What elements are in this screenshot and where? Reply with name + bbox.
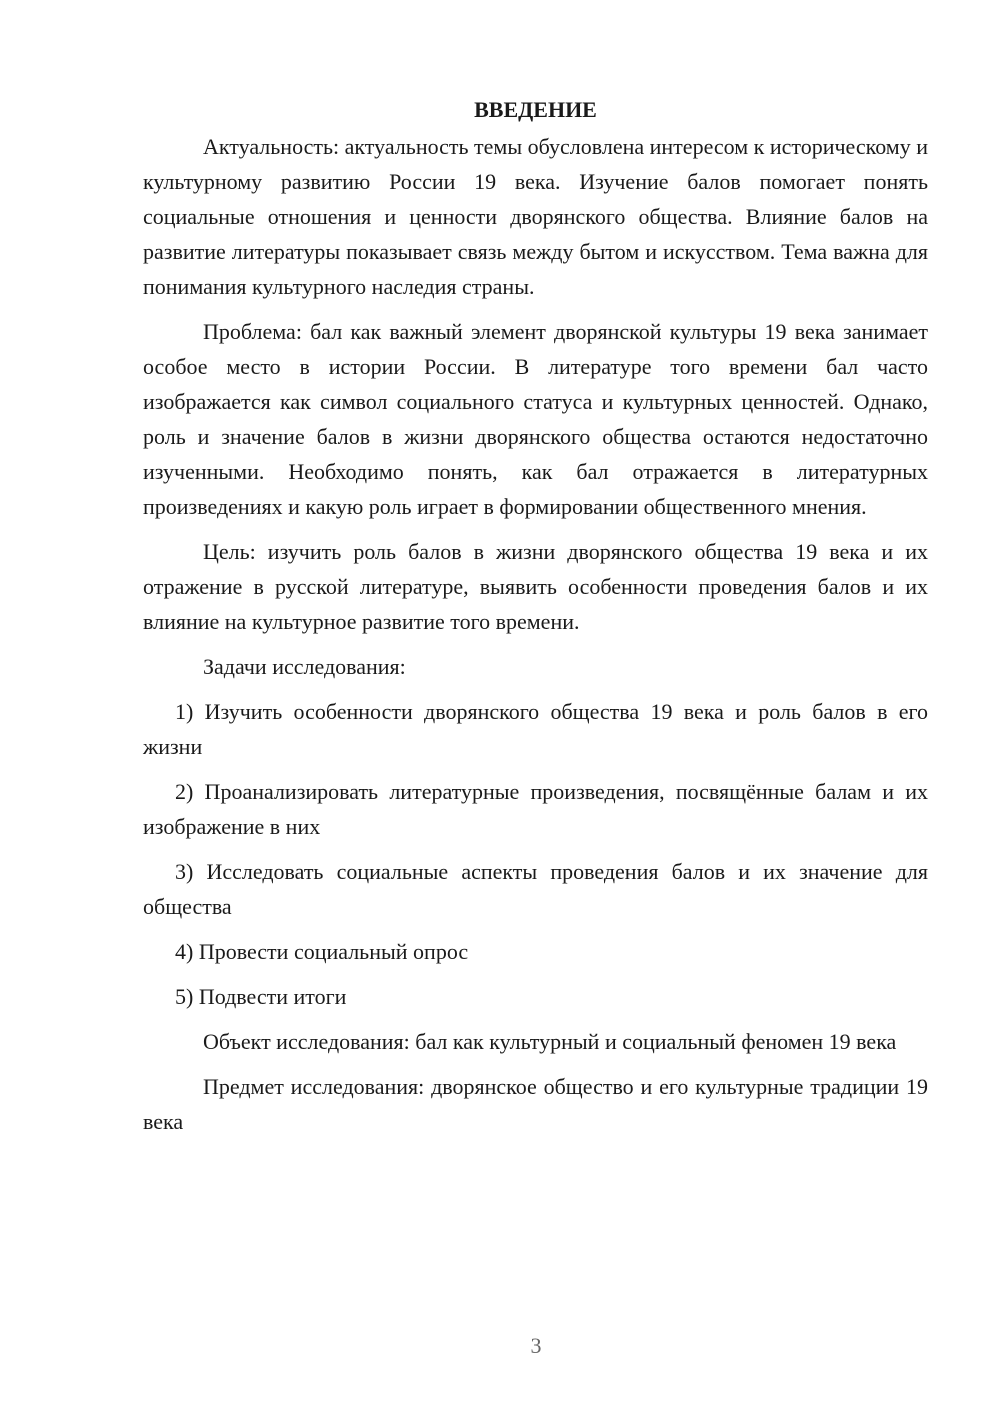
tasks-heading: Задачи исследования: <box>203 654 406 679</box>
research-object-paragraph: Объект исследования: бал как культурный и социальный феномен 19 века <box>203 1029 897 1054</box>
task-item: 4) Провести социальный опрос <box>175 939 469 964</box>
task-item: 5) Подвести итоги <box>175 984 347 1009</box>
task-item: 3) Исследовать социальные аспекты проведения балов и их значение для общества <box>143 859 928 919</box>
task-item: 1) Изучить особенности дворянского общества 19 века и роль балов в его жизни <box>143 699 928 759</box>
page-number: 3 <box>530 1333 542 1358</box>
problem-paragraph: Проблема: бал как важный элемент дворянской культуры 19 века занимает особое место в истории России. В литературе того времени бал часто изображается как символ социального статуса и культурных ценностей. Однако, роль и значение балов в жизни дворянского общества остаются недостаточно изученными. Необходимо понять, как бал отражается в литературных произведениях и какую роль играет в формировании общественного мнения. <box>143 319 928 519</box>
research-subject-paragraph: Предмет исследования: дворянское общество и его культурные традиции 19 века <box>143 1074 928 1134</box>
section-title: ВВЕДЕНИЕ <box>474 97 597 122</box>
goal-paragraph: Цель: изучить роль балов в жизни дворянского общества 19 века и их отражение в русской литературе, выявить особенности проведения балов и их влияние на культурное развитие того времени. <box>143 539 928 634</box>
task-item: 2) Проанализировать литературные произведения, посвящённые балам и их изображение в них <box>143 779 928 839</box>
document-page <box>143 94 928 1149</box>
relevance-paragraph: Актуальность: актуальность темы обусловлена интересом к историческому и культурному развитию России 19 века. Изучение балов помогает понять социальные отношения и ценности дворянского общества. Влияние балов на развитие литературы показывает связь между бытом и искусством. Тема важна для понимания культурного наследия страны. <box>143 134 928 299</box>
